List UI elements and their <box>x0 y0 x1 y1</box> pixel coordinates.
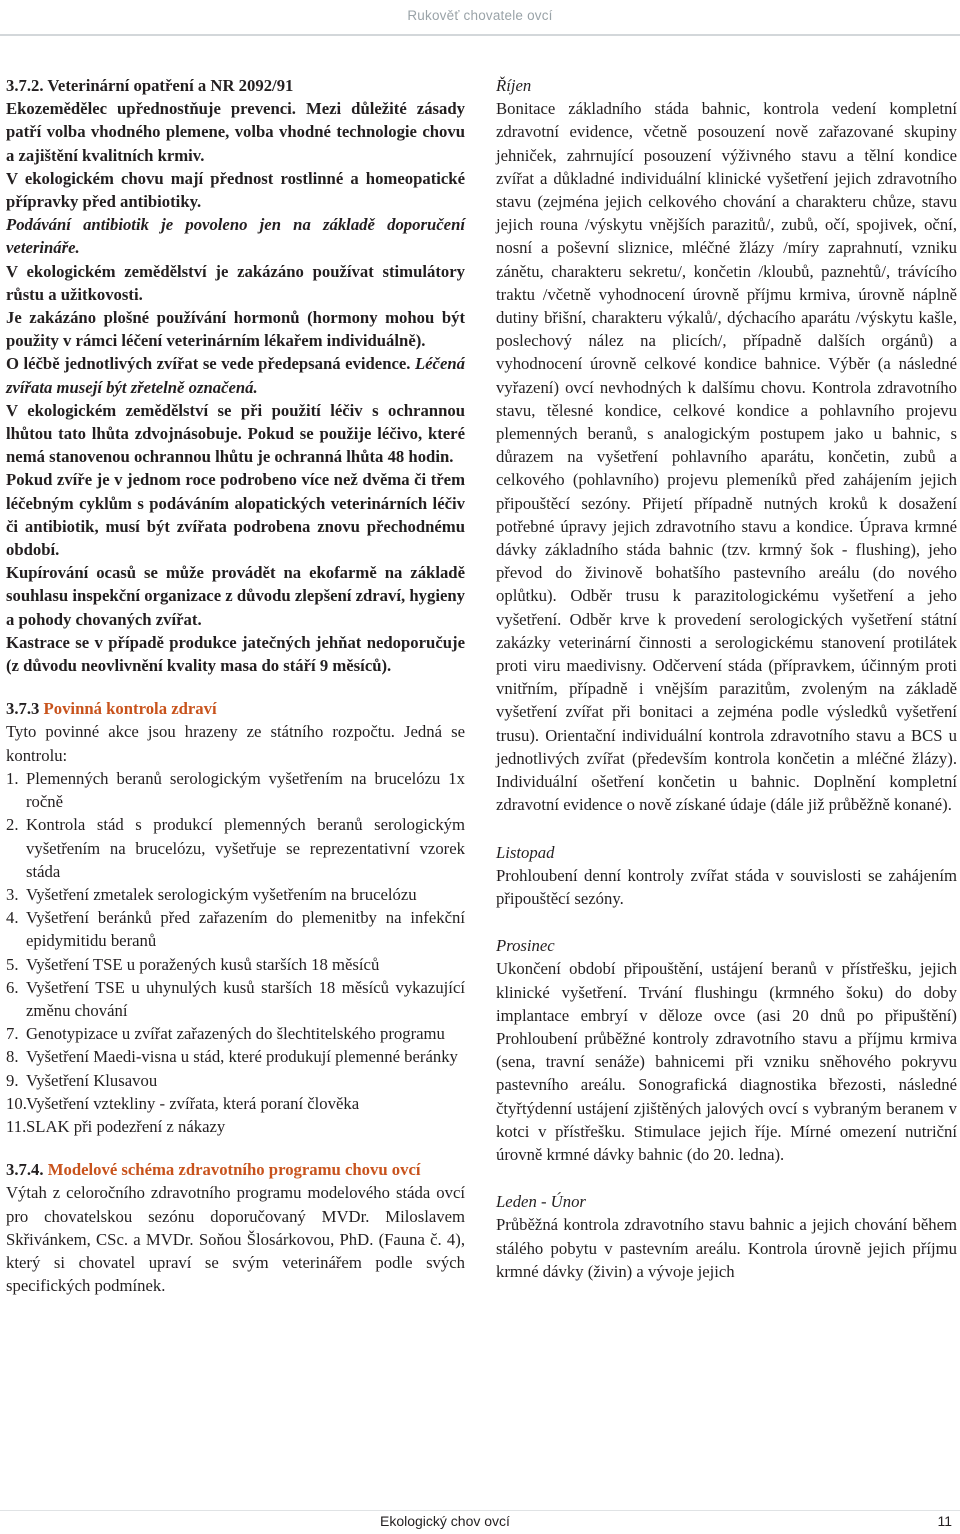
control-item-number: 2. <box>6 815 19 835</box>
section-3-7-4-text: Výtah z celoročního zdravotního programu modelového stáda ovcí pro chovatelskou sezónu doporučovaný MVDr. Miloslavem Skřivánkem, CSc. a MVDr. Soňou Šlosárkovou, PhD. (Fauna č. 4), který si chovatel upraví se svým veterinářem podle svých specifických podmínek. <box>6 1183 465 1296</box>
control-item-number: 7. <box>6 1024 19 1044</box>
control-item <box>6 1069 465 1092</box>
running-header: Rukověť chovatele ovcí <box>407 8 553 23</box>
section-3-7-3-intro: Tyto povinné akce jsou hrazeny ze státního rozpočtu. Jedná se kontrolu: <box>6 722 465 765</box>
section-title: Modelové schéma zdravotního programu chovu ovcí <box>43 1160 421 1180</box>
control-item-number: 3. <box>6 884 19 904</box>
spacer <box>496 1166 957 1190</box>
rule-stimulators: V ekologickém zemědělství je zakázáno používat stimulátory růstu a užitkovosti. <box>6 261 465 304</box>
control-item <box>6 976 465 1022</box>
month-label-january-february: Leden - Únor <box>496 1192 586 1212</box>
section-intro: Ekozemědělec upřednostňuje prevenci. Mezi důležité zásady patří volba vhodného plemene, volba vhodné technologie chovu a zajištění kvalitních krmiv. <box>6 99 465 165</box>
section-title: Povinná kontrola zdraví <box>39 699 217 719</box>
rule-records-para <box>6 352 465 398</box>
control-item-text: Vyšetření beránků před zařazením do plemenitby na infekční epidymitidu beranů <box>26 908 465 951</box>
footer-title: Ekologický chov ovcí <box>380 1513 510 1529</box>
spacer <box>6 677 465 697</box>
control-item <box>6 1092 465 1115</box>
control-item <box>6 906 465 952</box>
control-item-number: 10. <box>6 1093 27 1113</box>
month-text-january-february: Průběžná kontrola zdravotního stavu bahnic a jejich chování během stálého pobytu v pastevním areálu. Kontrola úrovně jejich příjmu krmné dávky (živin) a vývoje jejich <box>496 1215 957 1281</box>
month-label-october: Říjen <box>496 76 532 95</box>
month-label-december: Prosinec <box>496 936 555 956</box>
section-heading-3-7-2: 3.7.2. Veterinární opatření a NR 2092/91 <box>6 76 294 95</box>
control-item-number: 9. <box>6 1070 19 1090</box>
left-column <box>6 74 465 1297</box>
footer-divider <box>0 1510 960 1511</box>
spacer <box>496 817 957 841</box>
controls-list <box>6 767 465 1138</box>
rule-homeopathy: V ekologickém chovu mají přednost rostlinné a homeopatické přípravky před antibiotiky. <box>6 168 465 212</box>
rule-withdrawal-para <box>6 399 465 469</box>
control-item-number: 6. <box>6 977 19 997</box>
rule-hormones: Je zakázáno plošné používání hormonů (hormony mohou být použity v rámci léčení veterinárním lékařem individuálně). <box>6 308 465 351</box>
control-item-text: Genotypizace u zvířat zařazených do šlechtitelského programu <box>26 1024 445 1044</box>
control-item <box>6 883 465 906</box>
section-heading-3-7-4 <box>6 1158 465 1181</box>
page-number: 11 <box>937 1513 952 1529</box>
control-item-number: 1. <box>6 768 19 788</box>
section-heading-3-7-3 <box>6 697 465 720</box>
month-text-december: Ukončení období připouštění, ustájení beranů v přístřešku, jejich klinické vyšetření. Trvání flushingu (krmného šoku) do doby implantace embryí v děloze ovce (asi 20 dnů po připuštění) Prohloubení průběžné kontroly zdravotního stavu a příjmu krmiva (sena, travní senáže) bahnicemi při vzniku sněhového pokryvu pastevního areálu. Sonografická diagnostika březosti, následné čtyřtýdenní ustájení zjištěných jalových ovcí s vybraným beranem v kotci v přístřešku. Stimulace jejich říje. Mírné omezení nutriční úrovně krmné dávky bahnic (do 20. ledna). <box>496 959 957 1164</box>
control-item <box>6 767 465 813</box>
control-item-text: SLAK při podezření z nákazy <box>26 1116 226 1136</box>
control-item-number: 4. <box>6 908 19 928</box>
rule-records: O léčbě jednotlivých zvířat se vede předepsaná evidence. <box>6 354 411 374</box>
spacer <box>6 1138 465 1158</box>
control-item-text: Vyšetření Maedi-visna u stád, které produkují plemenné beránky <box>26 1047 458 1067</box>
spacer <box>496 910 957 934</box>
control-item <box>6 1115 465 1138</box>
rule-castration: Kastrace se v případě produkce jatečných jehňat nedoporučuje (z důvodu neovlivnění kvality masa do stáří 9 měsíců). <box>6 632 465 676</box>
control-item <box>6 1045 465 1068</box>
section-number: 3.7.4. <box>6 1160 44 1180</box>
rule-marking: Léčená zvířata musejí být zřetelně označená. <box>6 354 465 397</box>
rule-conversion: Pokud zvíře je v jednom roce podrobeno více než dvěma či třem léčebným cyklům s podáváním alopatických veterinárních léčiv či antibiotik, musí být zvířata podrobena znovu přechodnému období. <box>6 470 465 560</box>
month-text-october: Bonitace základního stáda bahnic, kontrola vedení kompletní zdravotní evidence, včetně posouzení nově zařazované skupiny jehniček, zahrnující posouzení výživného stavu a tělní kondice zvířat a důkladné individuální klinické vyšetření jejich zdravotního stavu (zejména jejich celkového chování a charakteru chůze, stavu jejich rouna /výskytu vnějších parazitů/, zubů, očí, spojivek, oční, nosní a poševní sliznice, mléčné žlázy /míry zaprahnutí, vzniku zánětu, charakteru sekretu/, končetin /kloubů, paznehtů/, trávícího traktu /včetně vyhodnocení úrovně příjmu krmiva, úrovně náplně dutiny břišní, charakteru výkalů/, dýchacího aparátu /výskytu kašle, poslechový nález na plicích/, případně dalších orgánů) a vyhodnocení úrovně celkové kondice bahnice. Výběr (a následné vyřazení) ovcí nevhodných k dalšímu chovu. Kontrola zdravotního stavu, tělesné kondice, celkové kondice a pohlavního projevu plemenných beranů, s analogickým postupem jako u bahnic, s důrazem na vyšetření pohlavního aparátu, končetin, zubů a celkového (pohlavního) projevu plemeníků před zahájením jejich připouštěcí sezóny. Přijetí případně nutných kroků k dosažení potřebné úpravy jejich zdravotního stavu a kondice. Úprava krmné dávky základního stáda bahnic (tzv. krmný šok - flushing), jeho převod do živinově bohatšího pastevního areálu (do nového oplůtku). Odběr trusu k parazitologickému vyšetření a jeho vyšetření. Odběr krve k provedení serologických vyšetření státní zakázky veterinární činnosti a serologickému stanovení protilátek proti viru maedivisny. Odčervení stáda (přípravkem, účinným proti vnitřním, případně i vnějším parazitům, zvoleným na základě vyšetření zvířat při bonitaci a zejména podle výsledků vyšetření trusu). Orientační individuální kontrola zdravotního stavu a BCS u jednotlivých zvířat (především kontrola končetin a mléčné žlázy). Individuální ošetření končetin u bahnic. Doplnění kompletní zdravotní evidence o nově získané údaje (dále již průběžně konané). <box>496 99 957 815</box>
control-item-number: 11. <box>6 1116 27 1136</box>
right-column <box>496 74 957 1283</box>
control-item-text: Kontrola stád s produkcí plemenných beranů serologickým vyšetřením na brucelózu, vyšetřuje se reprezentativní vzorek stáda <box>26 815 465 881</box>
rule-antibiotics: Podávání antibiotik je povoleno jen na základě doporučení veterináře. <box>6 215 465 258</box>
control-item-text: Vyšetření TSE u poražených kusů starších 18 měsíců <box>26 954 380 974</box>
section-number: 3.7.3 <box>6 699 40 719</box>
control-item-text: Plemenných beranů serologickým vyšetřením na brucelózu 1x ročně <box>26 768 465 812</box>
header-divider <box>0 34 960 36</box>
control-item-text: Vyšetření zmetalek serologickým vyšetřením na brucelózu <box>26 884 417 904</box>
control-item <box>6 1022 465 1045</box>
rule-withdrawal: V ekologickém zemědělství se při použití léčiv s ochrannou lhůtou tato lhůta zdvojnásobuje. <box>6 400 465 444</box>
rule-antibiotics-para <box>6 213 465 259</box>
month-text-november: Prohloubení denní kontroly zvířat stáda v souvislosti se zahájením připouštěcí sezóny. <box>496 865 957 908</box>
rule-docking: Kupírování ocasů se může provádět na ekofarmě na základě souhlasu inspekční organizace z důvodu zlepšení zdraví, hygieny a pohody chovaných zvířat. <box>6 563 465 629</box>
control-item-text: Vyšetření Klusavou <box>26 1070 158 1090</box>
control-item-text: Vyšetření vztekliny - zvířata, která poraní člověka <box>26 1093 360 1113</box>
month-label-november: Listopad <box>496 842 555 862</box>
rule-withdrawal-48: Pokud se použije léčivo, které nemá stanovenou ochrannou lhůtu je ochranná lhůta 48 hodin. <box>6 424 466 467</box>
control-item <box>6 813 465 883</box>
control-item-number: 8. <box>6 1047 19 1067</box>
control-item <box>6 953 465 976</box>
control-item-text: Vyšetření TSE u uhynulých kusů starších 18 měsíců vykazující změnu chování <box>26 977 465 1020</box>
control-item-number: 5. <box>6 954 19 974</box>
